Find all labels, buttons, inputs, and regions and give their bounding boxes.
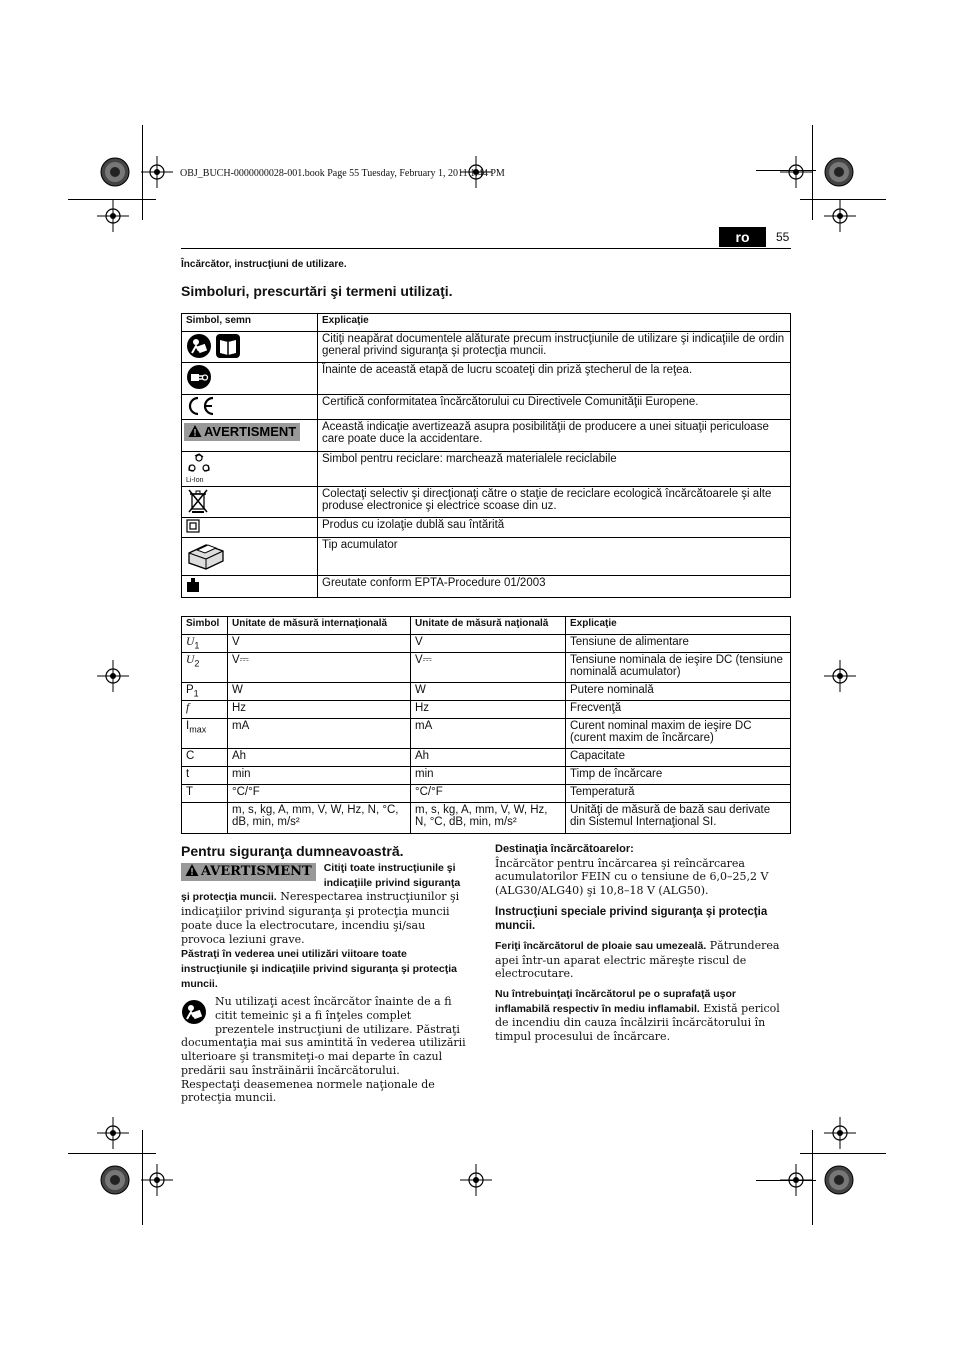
warning-badge-label: AVERTISMENT: [204, 424, 297, 439]
page-number: 55: [776, 230, 790, 244]
units-row: [182, 653, 791, 683]
units-nat: m, s, kg, A, mm, V, W, Hz, N, °C, dB, min, m/s²: [411, 803, 566, 834]
doc-subtitle: Încărcător, instrucţiuni de utilizare.: [181, 259, 347, 270]
safety-left-column: [181, 861, 471, 1105]
symbols-table: [181, 313, 791, 598]
read-manual-icon: [181, 999, 207, 1025]
units-symbol: [182, 683, 228, 701]
units-nat: min: [411, 767, 566, 785]
symbols-header-explanation: Explicaţie: [318, 314, 791, 332]
symbols-header-symbol: Simbol, semn: [182, 314, 318, 332]
symbols-row-9-text: Greutate conform EPTA-Procedure 01/2003: [318, 576, 791, 598]
symbols-row-8-text: Tip acumulator: [318, 538, 791, 576]
units-row: [182, 749, 791, 767]
units-symbol: [182, 635, 228, 653]
units-intl: °C/°F: [228, 785, 411, 803]
units-header-national: Unitate de măsură naţională: [411, 617, 566, 635]
units-expl: Tensiune nominala de ieşire DC (tensiune nominală acumulator): [566, 653, 791, 683]
units-symbol-subscript: 1: [193, 688, 199, 699]
header-rule: [181, 248, 791, 249]
destination-heading: Destinaţia încărcătoarelor:: [495, 843, 634, 855]
units-header-explanation: Explicaţie: [566, 617, 791, 635]
warning-triangle-icon: [188, 424, 202, 438]
units-symbol-subscript: 2: [194, 658, 200, 669]
weight-icon: [186, 577, 200, 593]
units-row: [182, 785, 791, 803]
units-expl: Capacitate: [566, 749, 791, 767]
national-norms-text: Respectaţi deasemenea normele naţionale de protecţia muncii.: [181, 1077, 435, 1105]
flammable-warning-bold: Nu întrebuinţaţi încărcătorul pe o suprafaţă uşor inflamabilă respectiv în mediu inflamabil.: [495, 987, 736, 1015]
units-intl: V⎓: [228, 653, 411, 683]
read-manual-text: Nu utilizaţi acest încărcător înainte de a fi citit temeinic şi a fi înţeles complet prezentele instrucţiuni de utilizare. Păstraţi documentaţia mai sus amintită în vederea utilizării ulterioare şi transmiteţi-o mai departe în cazul predării sau înstrăinării încărcătorului.: [181, 995, 466, 1077]
units-intl: m, s, kg, A, mm, V, W, Hz, N, °C, dB, min, m/s²: [228, 803, 411, 834]
units-symbol: [182, 719, 228, 749]
units-expl: Tensiune de alimentare: [566, 635, 791, 653]
units-symbol: [182, 767, 228, 785]
safety-warning-badge: [181, 863, 316, 881]
flammable-warning-text: Există pericol de incendiu din cauza încălzirii încărcătorului în timpul procesului de încărcare.: [495, 1001, 780, 1044]
symbols-row-6-text: Colectaţi selectiv şi direcţionaţi către o staţie de reciclare ecologică încărcătoarele şi alte produse electronice şi electrice scoase din uz.: [318, 487, 791, 518]
warning-triangle-icon: [185, 863, 199, 877]
units-row: [182, 719, 791, 749]
section-title: Simboluri, prescurtări şi termeni utilizaţi.: [181, 283, 453, 299]
units-nat: V: [411, 635, 566, 653]
language-tab: ro: [719, 227, 766, 247]
units-row: [182, 767, 791, 785]
unplug-icon: [186, 364, 212, 390]
units-nat: Hz: [411, 701, 566, 719]
double-insulation-icon: [186, 519, 200, 533]
units-expl: Timp de încărcare: [566, 767, 791, 785]
units-nat: V⎓: [411, 653, 566, 683]
units-symbol: [182, 785, 228, 803]
warning-badge: [184, 423, 300, 441]
units-expl: Unităţi de măsură de bază sau derivate din Sistemul Internaţional SI.: [566, 803, 791, 834]
units-expl: Putere nominală: [566, 683, 791, 701]
units-table: [181, 616, 791, 834]
symbols-row-2-text: Înainte de această etapă de lucru scoateţi din priză ştecherul de la reţea.: [318, 363, 791, 395]
units-symbol-subscript: 1: [194, 640, 200, 651]
units-row: [182, 635, 791, 653]
read-manual-icon: [186, 333, 212, 359]
book-header-line: OBJ_BUCH-0000000028-001.book Page 55 Tuesday, February 1, 2011 1:44 PM: [180, 168, 505, 179]
recycle-li-ion-icon: [186, 453, 212, 475]
units-symbol-letter: U: [186, 636, 195, 648]
safety-right-column: [495, 843, 789, 1044]
rain-warning-text: Pătrunderea apei într-un aparat electric măreşte riscul de electrocutare.: [495, 938, 780, 981]
book-icon: [215, 333, 241, 359]
units-row: [182, 683, 791, 701]
units-row: [182, 701, 791, 719]
units-symbol-subscript: max: [189, 724, 207, 735]
ce-mark-icon: [186, 396, 216, 416]
safety-warning-text: Nerespectarea instrucţiunilor şi indicaţiilor privind siguranţa şi protecţia muncii poate duce la electrocutare, incendiu şi/sau provoca leziuni grave.: [181, 890, 460, 946]
safety-heading: Pentru siguranţa dumneavoastră.: [181, 843, 404, 859]
weee-bin-icon: [186, 488, 210, 514]
units-symbol: [182, 701, 228, 719]
destination-text: Încărcător pentru încărcarea şi reîncărcarea acumulatorilor FEIN cu o tensiune de 6,0–25,2 V (ALG30/ALG40) şi 10,8–18 V (ALG50).: [495, 856, 769, 898]
safety-warning-badge-label: AVERTISMENT: [201, 864, 312, 879]
rain-warning-bold: Feriţi încărcătorul de ploaie sau umezeală.: [495, 939, 707, 952]
units-symbol-letter: P: [186, 684, 194, 696]
units-intl: W: [228, 683, 411, 701]
li-ion-label: Li-Ion: [186, 477, 204, 484]
units-expl: Frecvenţă: [566, 701, 791, 719]
units-intl: min: [228, 767, 411, 785]
units-symbol: [182, 749, 228, 767]
units-symbol-letter: U: [186, 654, 195, 666]
special-instructions-heading: Instrucţiuni speciale privind siguranţa şi protecţia muncii.: [495, 905, 768, 932]
units-nat: mA: [411, 719, 566, 749]
units-symbol-letter: f: [186, 702, 190, 714]
battery-pack-icon: [186, 539, 226, 571]
symbols-row-3-text: Certifică conformitatea încărcătorului cu Directivele Comunităţii Europene.: [318, 395, 791, 420]
units-nat: Ah: [411, 749, 566, 767]
symbols-row-7-text: Produs cu izolaţie dublă sau întărită: [318, 518, 791, 538]
units-symbol-letter: C: [186, 750, 195, 762]
units-intl: mA: [228, 719, 411, 749]
keep-instructions-bold: Păstraţi în vederea unei utilizări viitoare toate instrucţiunile şi indicaţiile privind siguranţa şi protecţia muncii.: [181, 948, 457, 990]
units-header-symbol: Simbol: [182, 617, 228, 635]
units-row: [182, 803, 791, 834]
symbols-row-4-text: Această indicaţie avertizează asupra posibilităţii de producere a unei situaţii periculoase care poate duce la accidentare.: [318, 420, 791, 452]
units-expl: Curent nominal maxim de ieşire DC (curent maxim de încărcare): [566, 719, 791, 749]
units-symbol: [182, 653, 228, 683]
units-symbol: [182, 803, 228, 834]
safety-warning-bold: Citiţi toate instrucţiunile şi indicaţiile privind siguranţa şi protecţia muncii.: [181, 862, 461, 904]
units-expl: Temperatură: [566, 785, 791, 803]
symbols-row-1-text: Citiţi neapărat documentele alăturate precum instrucţiunile de utilizare şi indicaţiile de ordin general privind siguranţa şi protecţia muncii.: [318, 332, 791, 363]
units-symbol-letter: T: [186, 786, 194, 798]
symbols-row-5-text: Simbol pentru reciclare: marchează materialele reciclabile: [318, 452, 791, 487]
units-symbol-letter: I: [186, 720, 190, 732]
units-symbol-letter: t: [186, 768, 190, 780]
units-intl: Ah: [228, 749, 411, 767]
units-intl: Hz: [228, 701, 411, 719]
units-nat: W: [411, 683, 566, 701]
units-nat: °C/°F: [411, 785, 566, 803]
units-header-intl: Unitate de măsură internaţională: [228, 617, 411, 635]
units-intl: V: [228, 635, 411, 653]
